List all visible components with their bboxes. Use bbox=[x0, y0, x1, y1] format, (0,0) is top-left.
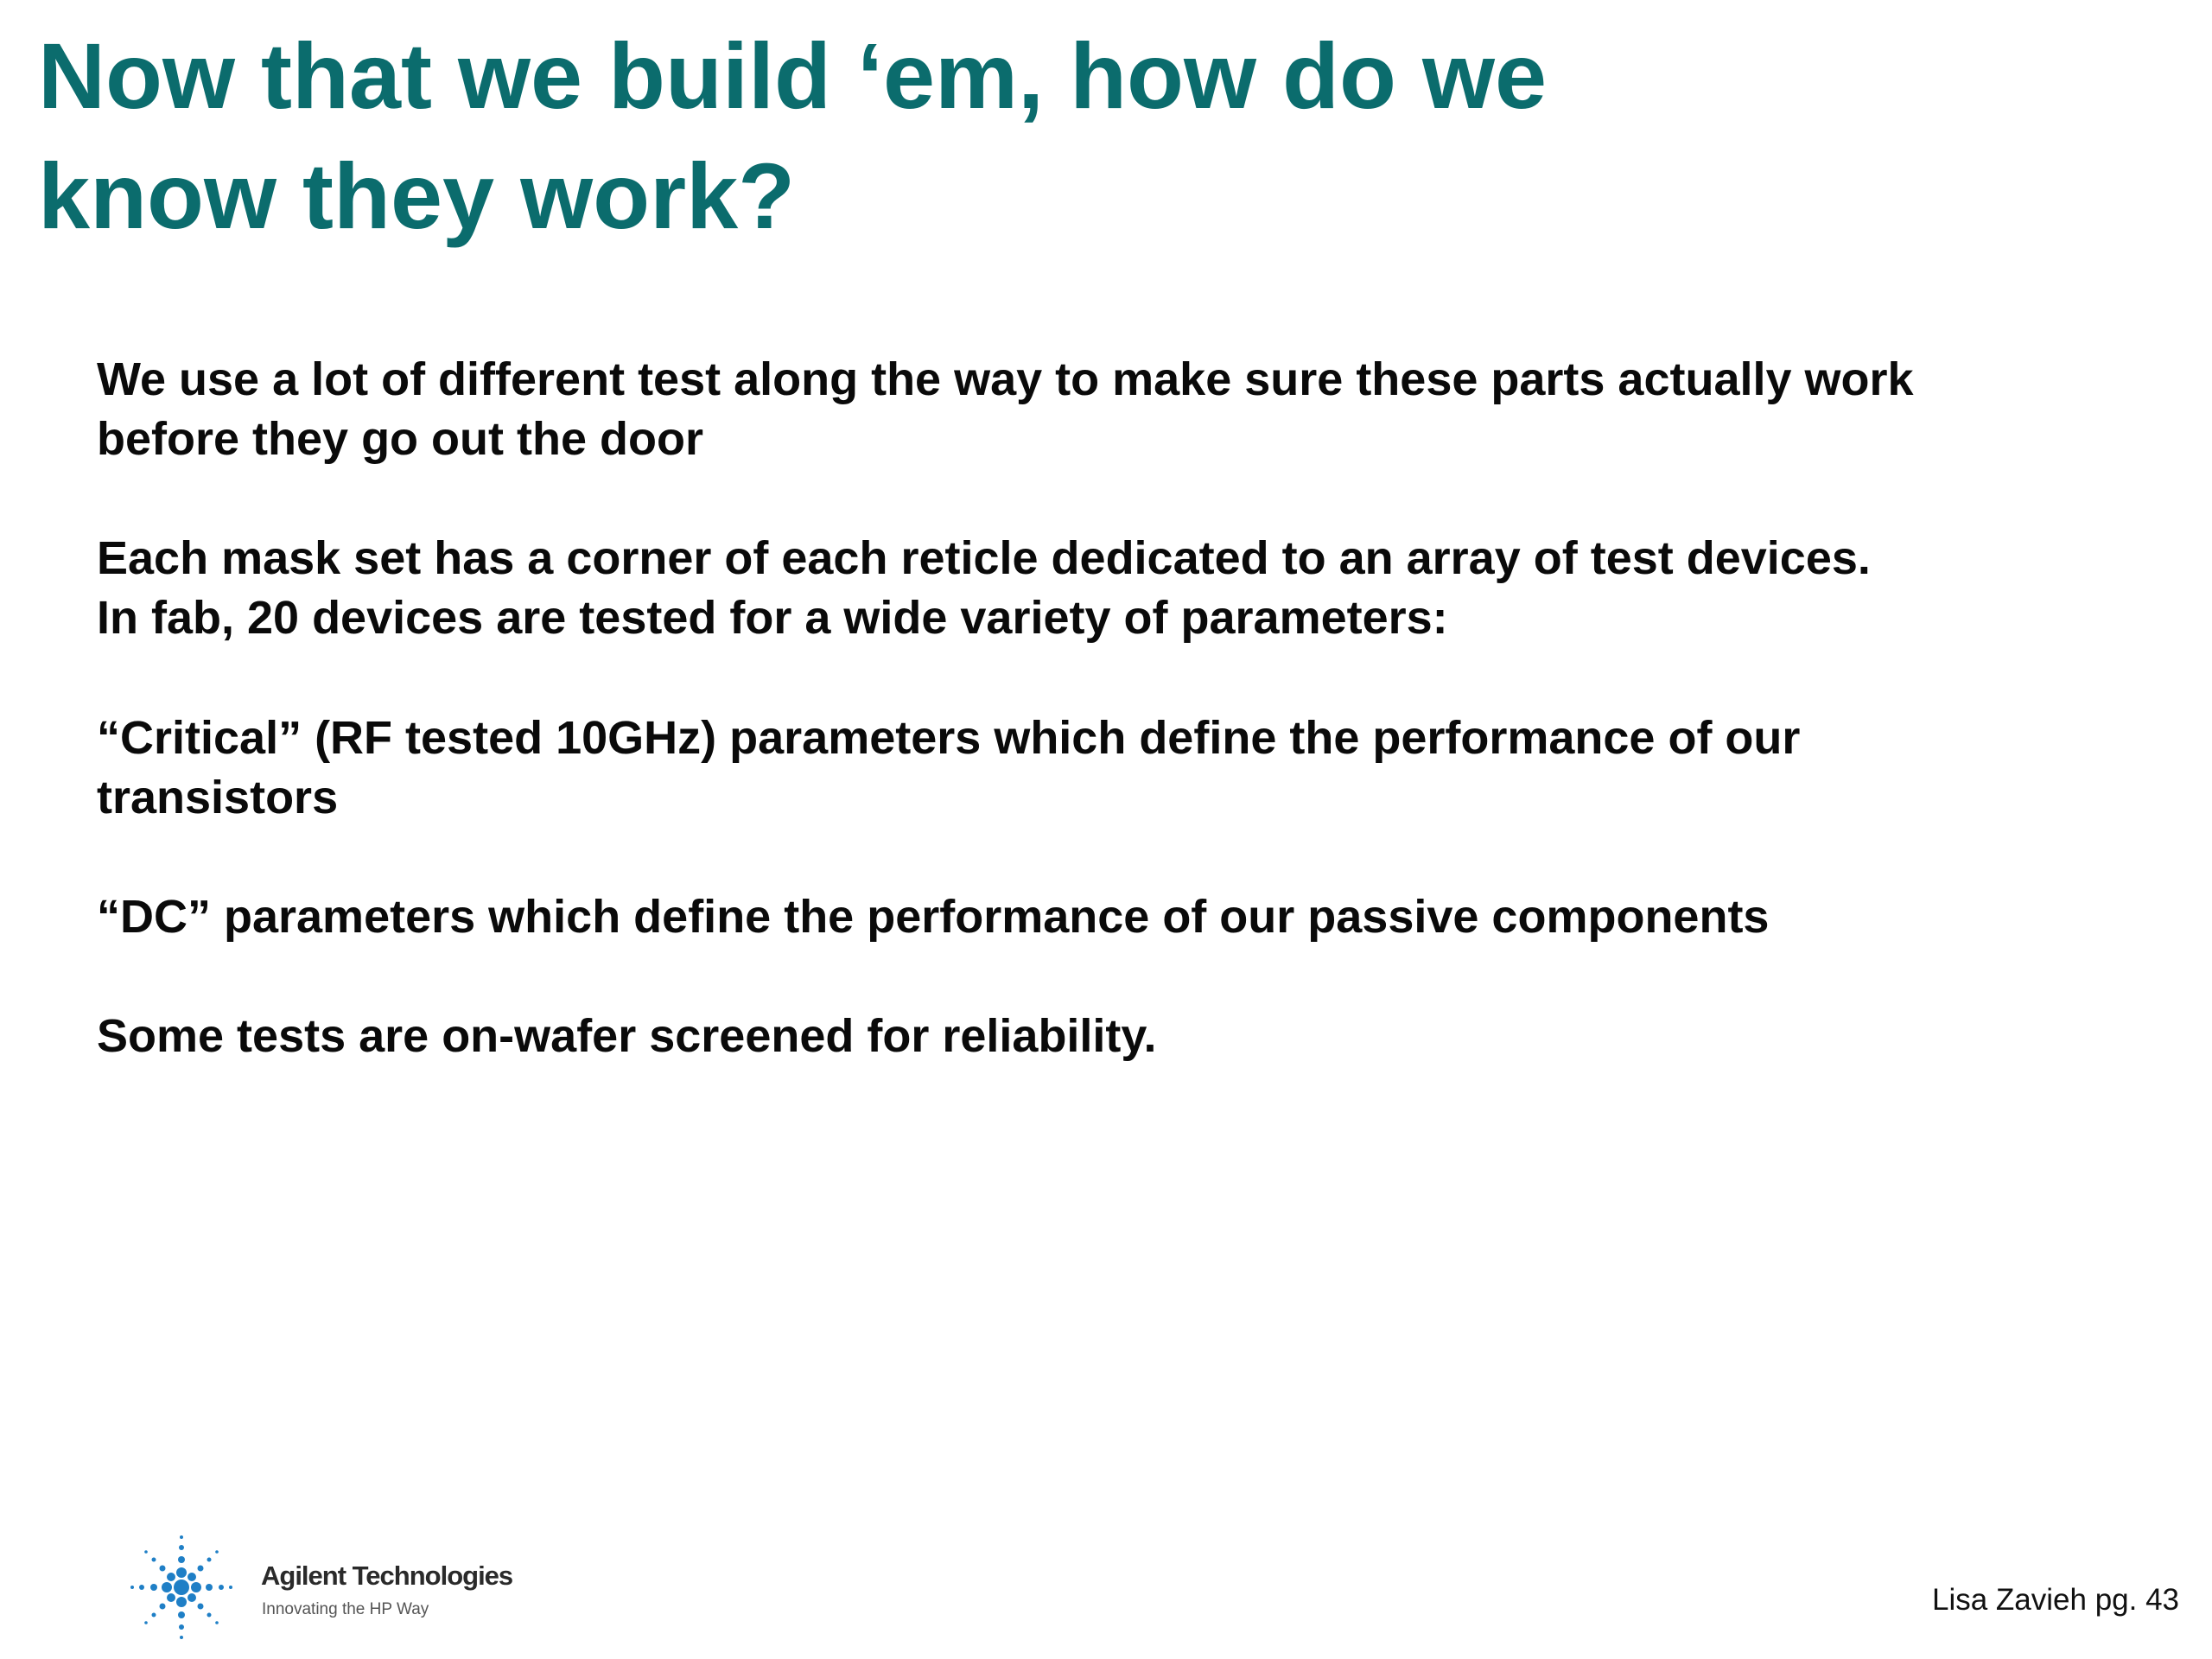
body-paragraph bbox=[97, 529, 1871, 648]
slide-title bbox=[38, 16, 1766, 256]
agilent-logo bbox=[130, 1534, 518, 1642]
body-line: transistors bbox=[97, 772, 339, 823]
slide-title-line: Now that we build ‘em, how do we bbox=[38, 23, 1548, 128]
page-footer: Lisa Zavieh pg. 43 bbox=[1931, 1583, 2179, 1617]
body-line: Some tests are on-wafer screened for reliability. bbox=[97, 1010, 1157, 1062]
body-paragraph bbox=[97, 1007, 1156, 1066]
logo-tagline: Innovating the HP Way bbox=[262, 1600, 429, 1618]
body-line: We use a lot of different test along the way to make sure these parts actually work bbox=[97, 353, 1914, 405]
agilent-spark-icon bbox=[130, 1534, 233, 1642]
body-paragraph bbox=[97, 887, 1769, 947]
body-line: “Critical” (RF tested 10GHz) parameters which define the performance of our bbox=[97, 712, 1801, 764]
body-line: In fab, 20 devices are tested for a wide variety of parameters: bbox=[97, 592, 1448, 644]
body-paragraph bbox=[97, 709, 1800, 828]
body-line: “DC” parameters which define the performance of our passive components bbox=[97, 891, 1770, 943]
logo-name: Agilent Technologies bbox=[261, 1560, 513, 1591]
body-paragraph bbox=[97, 350, 1914, 469]
body-line: before they go out the door bbox=[97, 413, 703, 465]
body-line: Each mask set has a corner of each reticle dedicated to an array of test devices. bbox=[97, 532, 1871, 584]
slide-title-line: know they work? bbox=[38, 143, 796, 248]
